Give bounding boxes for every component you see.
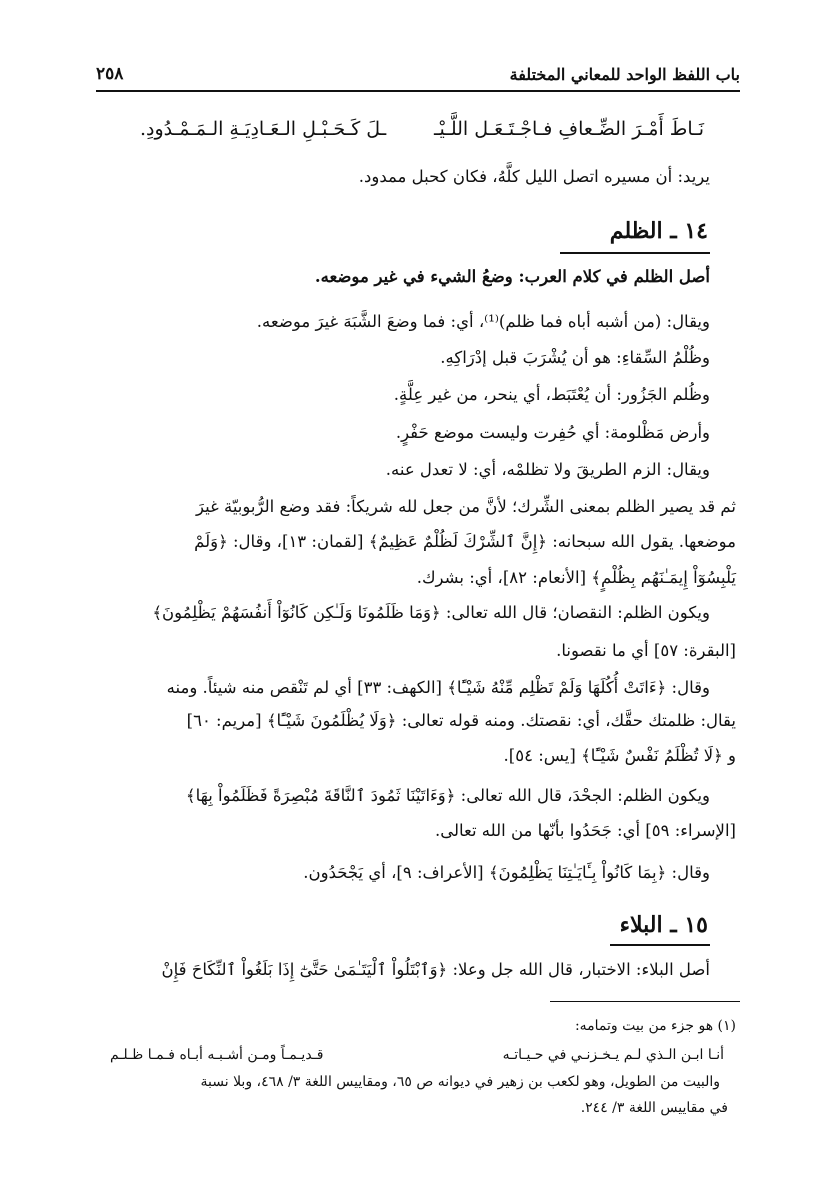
running-header	[96, 58, 740, 92]
text-line: [الإسراء: ٥٩] أي: جَحَدُوا بأنّها من الله تعالى.	[434, 821, 736, 840]
text-line: وقال: ﴿ءَاتَتْ أُكُلَهَا وَلَمْ تَظْلِم مِّنْهُ شَيْـًٔا﴾ [الكهف: ٣٣] أي لم تَنْقص منه شيئاً. ومنه	[166, 678, 710, 697]
text-line: ويقال: الزم الطريقَ ولا تظلمْه، أي: لا تعدل عنه.	[385, 460, 710, 479]
footnote-verse-second: قـديـمـاً ومـن أشـبـه أبـاه فـمـا ظـلـم	[110, 1047, 324, 1063]
text-line: ثم قد يصير الظلم بمعنى الشِّرك؛ لأنَّ من جعل لله شريكاً: فقد وضع الرُّبوبيّة غيرَ	[196, 497, 736, 516]
footnote-note: في مقاييس اللغة ٣/ ٢٤٤.	[580, 1100, 728, 1116]
text-line: و ﴿لَا تُظْلَمُ نَفْسٌ شَيْـًٔا﴾ [يس: ٥٤].	[503, 746, 736, 765]
page-number: ٢٥٨	[96, 64, 124, 84]
footnote-verse-first: أنـا ابـن الـذي لـم يـخـزنـي في حـيـاتـه	[502, 1047, 724, 1063]
text-line: يَلْبِسُوٓاْ إِيمَـٰنَهُم بِظُلْمٍ﴾ [الأنعام: ٨٢]، أي: بشرك.	[416, 568, 736, 587]
text-line: ويكون الظلم: الجحْدَ، قال الله تعالى: ﴿وَءَاتَيْنَا ثَمُودَ ٱلنَّاقَةَ مُبْصِرَةً فَظَلَمُواْ بِهَا﴾	[185, 786, 710, 805]
text-line: ويكون الظلم: النقصان؛ قال الله تعالى: ﴿وَمَا ظَلَمُونَا وَلَـٰكِن كَانُوٓاْ أَنفُسَهُمْ يَظْلِمُونَ﴾	[152, 603, 710, 622]
text-line: وقال: ﴿بِمَا كَانُواْ بِـَٔايَـٰتِنَا يَظْلِمُونَ﴾ [الأعراف: ٩]، أي يَجْحَدُون.	[303, 863, 710, 882]
text-line: ويقال: (من أشبه أباه فما ظلم)⁽¹⁾، أي: فما وضعَ الشَّبَهَ غيرَ موضعه.	[256, 312, 710, 331]
text-line: وأرض مَظْلومة: أي حُفِرت وليست موضع حَفْرٍ.	[395, 423, 710, 442]
text-line: يقال: ظلمتك حقَّك، أي: نقصتك. ومنه قوله تعالى: ﴿وَلَا يُظْلَمُونَ شَيْـًٔا﴾ [مريم: ٦٠]	[186, 711, 736, 730]
definition-line: أصل الظلم في كلام العرب: وضعُ الشيء في غير موضعه.	[314, 267, 710, 286]
poetry-verse	[140, 118, 704, 140]
footnote-note: والبيت من الطويل، وهو لكعب بن زهير في ديوانه ص ٦٥، ومقاييس اللغة ٣/ ٤٦٨، وبلا نسبة	[200, 1074, 720, 1090]
section-heading-underline	[610, 944, 710, 946]
section-heading-14: ١٤ ـ الظلم	[609, 218, 708, 244]
text-line: أصل البلاء: الاختبار، قال الله جل وعلا: ﴿وَٱبْتَلُواْ ٱلْيَتَـٰمَىٰ حَتَّىٰٓ إِذَا بَلَغُواْ ٱلنِّكَاحَ فَإِنْ	[161, 960, 710, 979]
text-line: [البقرة: ٥٧] أي ما نقصونا.	[556, 641, 736, 660]
verse-hemistich-second: ـلَ كَـحَـبْـلِ الـعَـادِيَـةِ الـمَـمْـدُودِ.	[140, 118, 387, 140]
text-line: موضعها. يقول الله سبحانه: ﴿إِنَّ ٱلشِّرْكَ لَظُلْمٌ عَظِيمٌ﴾ [لقمان: ١٣]، وقال: ﴿وَلَمْ	[194, 532, 736, 551]
text-line: يريد: أن مسيره اتصل الليل كلَّهُ، فكان كحبل ممدود.	[358, 167, 710, 186]
footnote-intro: (١) هو جزء من بيت وتمامه:	[574, 1018, 736, 1034]
footnote-verse	[110, 1043, 724, 1067]
footnote-separator	[550, 1001, 740, 1002]
section-heading-15: ١٥ ـ البلاء	[619, 912, 708, 938]
chapter-title: باب اللفظ الواحد للمعاني المختلفة	[509, 65, 740, 84]
section-heading-underline	[560, 252, 710, 254]
text-line: وظُلْمُ السِّقاءِ: هو أن يُشْرَبَ قبل إدْرَاكِهِ.	[440, 348, 710, 367]
text-line: وظُلم الجَزُور: أن يُعْتَبَط، أي ينحر، من غير عِلَّةٍ.	[393, 385, 710, 404]
verse-hemistich-first: نَـاطَ أَمْـرَ الضِّـعافِ فـاجْـتَـعَـل اللَّـيْـ	[433, 118, 704, 140]
